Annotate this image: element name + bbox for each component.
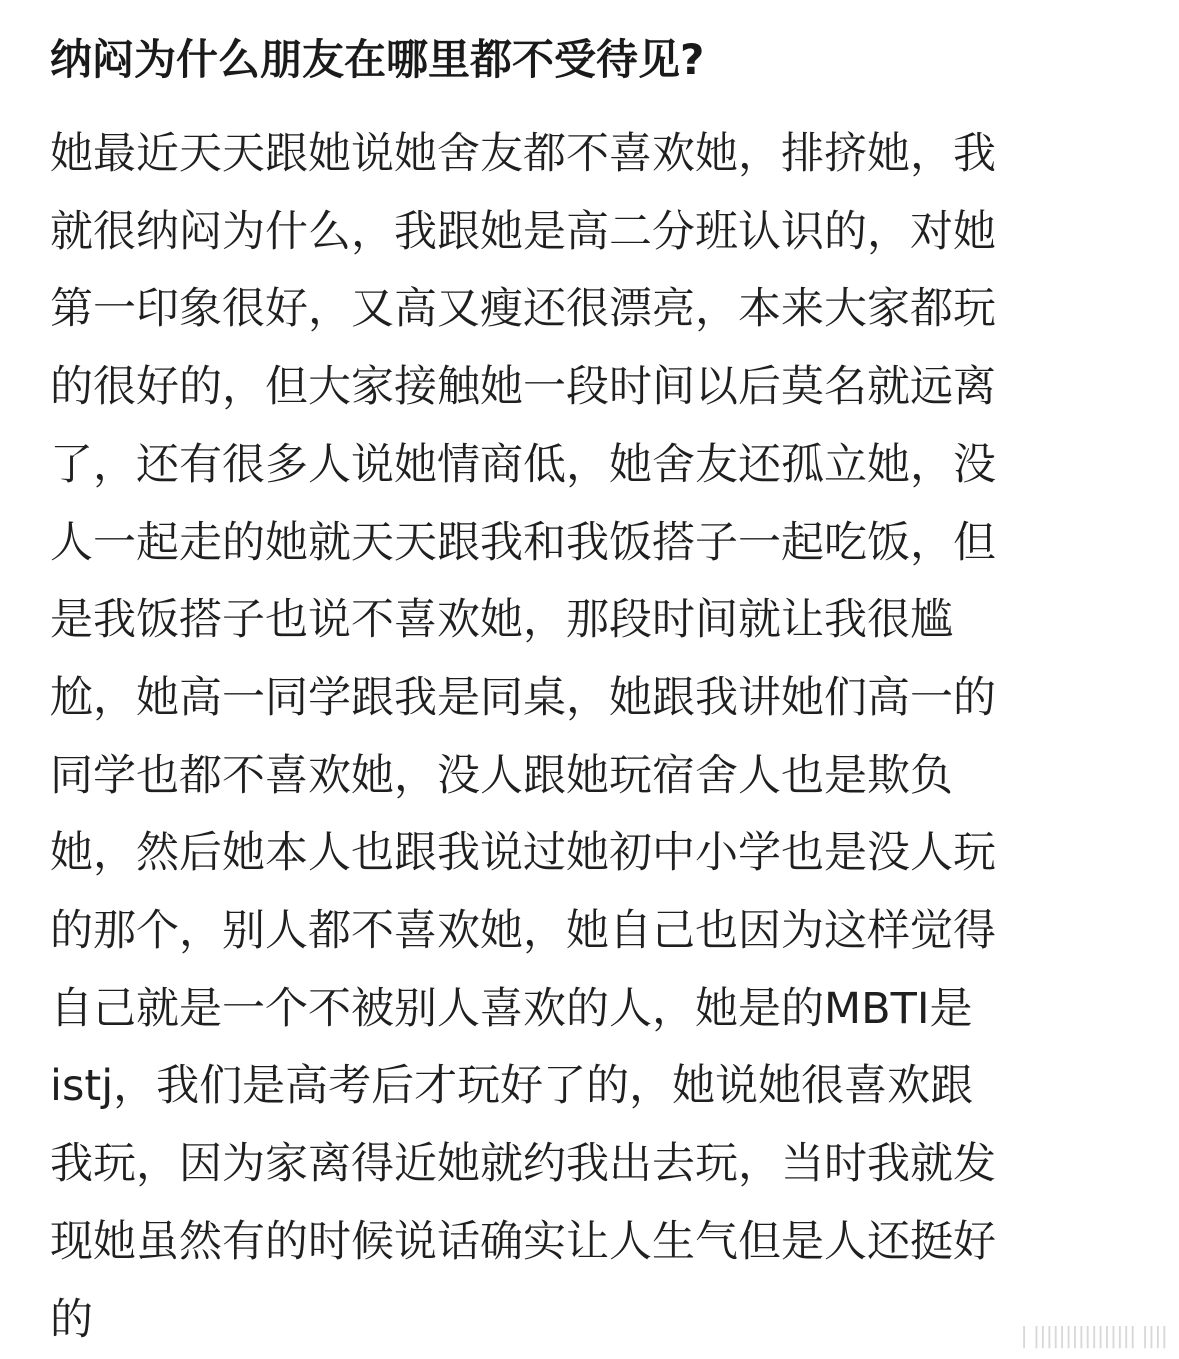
body-line: 的那个，别人都不喜欢她，她自己也因为这样觉得 bbox=[50, 906, 996, 957]
body-line: 她，然后她本人也跟我说过她初中小学也是没人玩 bbox=[50, 828, 996, 879]
body-line: 同学也都不喜欢她，没人跟她玩宿舍人也是欺负 bbox=[50, 750, 953, 801]
body-line: 了，还有很多人说她情商低，她舍友还孤立她，没 bbox=[50, 439, 996, 490]
body-line: 现她虽然有的时候说话确实让人生气但是人还挺好 bbox=[50, 1216, 996, 1267]
body-line: 我玩，因为家离得近她就约我出去玩，当时我就发 bbox=[50, 1139, 996, 1190]
body-line: 她最近天天跟她说她舍友都不喜欢她，排挤她，我 bbox=[50, 129, 996, 179]
body-line: 尬，她高一同学跟我是同桌，她跟我讲她们高一的 bbox=[50, 672, 996, 723]
body-line: istj，我们是高考后才玩好了的，她说她很喜欢跟 bbox=[50, 1061, 974, 1112]
body-line: 自己就是一个不被别人喜欢的人，她是的MBTI是 bbox=[50, 983, 973, 1034]
post-title: 纳闷为什么朋友在哪里都不受待见? bbox=[50, 35, 705, 84]
post bbox=[50, 28, 1130, 1359]
watermark: | |||||||||||||||| |||| bbox=[1020, 1324, 1167, 1349]
body-line: 的 bbox=[50, 1294, 93, 1345]
body-line: 第一印象很好，又高又瘦还很漂亮，本来大家都玩 bbox=[50, 284, 996, 335]
post-body bbox=[50, 116, 1130, 1359]
body-line: 的很好的，但大家接触她一段时间以后莫名就远离 bbox=[50, 362, 996, 413]
body-line: 是我饭搭子也说不喜欢她，那段时间就让我很尴 bbox=[50, 595, 953, 646]
body-line: 人一起走的她就天天跟我和我饭搭子一起吃饭，但 bbox=[50, 517, 996, 568]
body-line: 就很纳闷为什么，我跟她是高二分班认识的，对她 bbox=[50, 206, 996, 257]
